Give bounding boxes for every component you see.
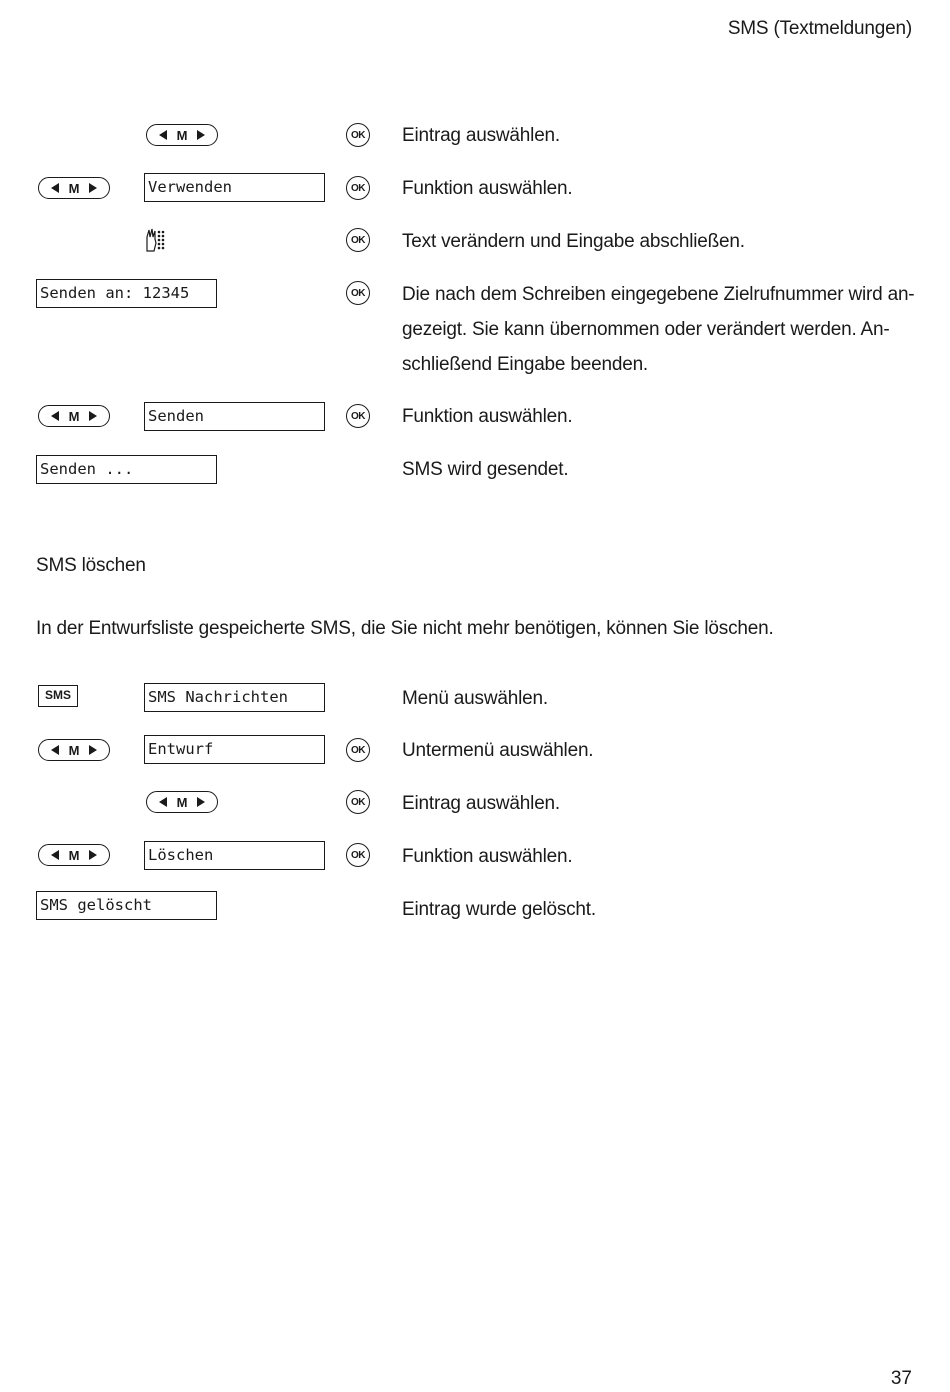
step-description: Eintrag auswählen. [402, 125, 561, 146]
lcd-display: Senden [144, 402, 325, 431]
lcd-display: SMS gelöscht [36, 891, 217, 920]
arrow-right-icon [89, 745, 97, 755]
ok-key-icon: OK [346, 738, 370, 762]
arrow-right-icon [89, 411, 97, 421]
sms-key-icon: SMS [38, 685, 78, 707]
m-navigation-key [146, 124, 218, 146]
m-navigation-key [38, 844, 110, 866]
m-key-label: M [176, 127, 188, 143]
arrow-left-icon [51, 745, 59, 755]
arrow-left-icon [51, 183, 59, 193]
lcd-display: Senden an: 12345 [36, 279, 217, 308]
section-heading: SMS löschen [36, 555, 146, 576]
ok-key-icon: OK [346, 176, 370, 200]
ok-key-icon: OK [346, 228, 370, 252]
m-key-label: M [68, 180, 80, 196]
step-description: Funktion auswählen. [402, 406, 573, 427]
arrow-left-icon [51, 411, 59, 421]
arrow-left-icon [159, 130, 167, 140]
step-description: Text verändern und Eingabe abschließen. [402, 231, 745, 252]
section-intro: In der Entwurfsliste gespeicherte SMS, die Sie nicht mehr benötigen, können Sie löschen. [36, 618, 774, 639]
m-navigation-key [38, 739, 110, 761]
lcd-display: Verwenden [144, 173, 325, 202]
m-key-label: M [68, 847, 80, 863]
m-navigation-key [38, 177, 110, 199]
m-key-label: M [176, 794, 188, 810]
step-description: Eintrag wurde gelöscht. [402, 899, 596, 920]
arrow-right-icon [197, 130, 205, 140]
ok-key-icon: OK [346, 123, 370, 147]
m-key-label: M [68, 408, 80, 424]
m-key-label: M [68, 742, 80, 758]
header-title: SMS (Textmeldungen) [727, 18, 912, 39]
arrow-right-icon [89, 850, 97, 860]
lcd-display: Entwurf [144, 735, 325, 764]
step-description: Funktion auswählen. [402, 846, 573, 867]
keypad-hand-icon [144, 227, 166, 258]
lcd-display: Senden ... [36, 455, 217, 484]
ok-key-icon: OK [346, 790, 370, 814]
ok-key-icon: OK [346, 404, 370, 428]
m-navigation-key [146, 791, 218, 813]
step-description: Untermenü auswählen. [402, 740, 594, 761]
step-description: Eintrag auswählen. [402, 793, 561, 814]
step-description: SMS wird gesendet. [402, 459, 569, 480]
step-description: Die nach dem Schreiben eingegebene Zielrufnummer wird an-gezeigt. Sie kann übernommen oder verändert werden. An-schließend Eingabe beenden. [402, 284, 915, 375]
arrow-left-icon [159, 797, 167, 807]
step-description: Menü auswählen. [402, 688, 548, 709]
lcd-display: Löschen [144, 841, 325, 870]
ok-key-icon: OK [346, 281, 370, 305]
ok-key-icon: OK [346, 843, 370, 867]
step-description: Funktion auswählen. [402, 178, 573, 199]
lcd-display: SMS Nachrichten [144, 683, 325, 712]
m-navigation-key [38, 405, 110, 427]
arrow-right-icon [197, 797, 205, 807]
arrow-right-icon [89, 183, 97, 193]
arrow-left-icon [51, 850, 59, 860]
page-number: 37 [890, 1368, 912, 1389]
